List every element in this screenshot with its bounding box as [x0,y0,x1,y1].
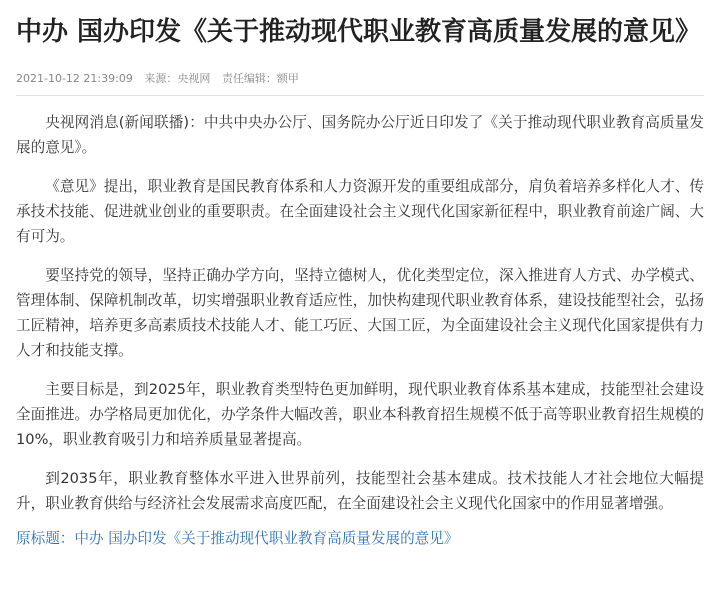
paragraph-1: 央视网消息(新闻联播)：中共中央办公厅、国务院办公厅近日印发了《关于推动现代职业教育高质量发展的意见》。 [16,114,704,156]
original-title-link[interactable]: 原标题：中办 国办印发《关于推动现代职业教育高质量发展的意见》 [16,530,459,547]
editor-name: 额甲 [276,72,299,85]
title-divider [16,95,704,96]
article-meta [16,71,704,87]
paragraph-5: 到2035年，职业教育整体水平进入世界前列，技能型社会基本建成。技术技能人才社会地位大幅提升，职业教育供给与经济社会发展需求高度匹配，在全面建设社会主义现代化国家中的作用显著增强。 [16,470,704,512]
article-body [16,110,704,551]
paragraph-2: 《意见》提出，职业教育是国民教育体系和人力资源开发的重要组成部分，肩负着培养多样化人才、传承技术技能、促进就业创业的重要职责。在全面建设社会主义现代化国家新征程中，职业教育前途广阔、大有可为。 [16,178,704,245]
publish-datetime: 2021-10-12 21:39:09 [16,72,133,85]
paragraph-3: 要坚持党的领导，坚持正确办学方向，坚持立德树人，优化类型定位，深入推进育人方式、办学模式、管理体制、保障机制改革，切实增强职业教育适应性，加快构建现代职业教育体系，建设技能型社会，弘扬工匠精神，培养更多高素质技术技能人才、能工巧匠、大国工匠，为全面建设社会主义现代化国家提供有力人才和技能支撑。 [16,267,704,359]
paragraph-4: 主要目标是，到2025年，职业教育类型特色更加鲜明，现代职业教育体系基本建成，技能型社会建设全面推进。办学格局更加优化，办学条件大幅改善，职业本科教育招生规模不低于高等职业教育招生规模的10%，职业教育吸引力和培养质量显著提高。 [16,381,704,448]
article-source: 来源：央视网 [144,72,211,85]
article-title: 中办 国办印发《关于推动现代职业教育高质量发展的意见》 [16,17,702,47]
editor-label: 责任编辑： [221,72,277,85]
